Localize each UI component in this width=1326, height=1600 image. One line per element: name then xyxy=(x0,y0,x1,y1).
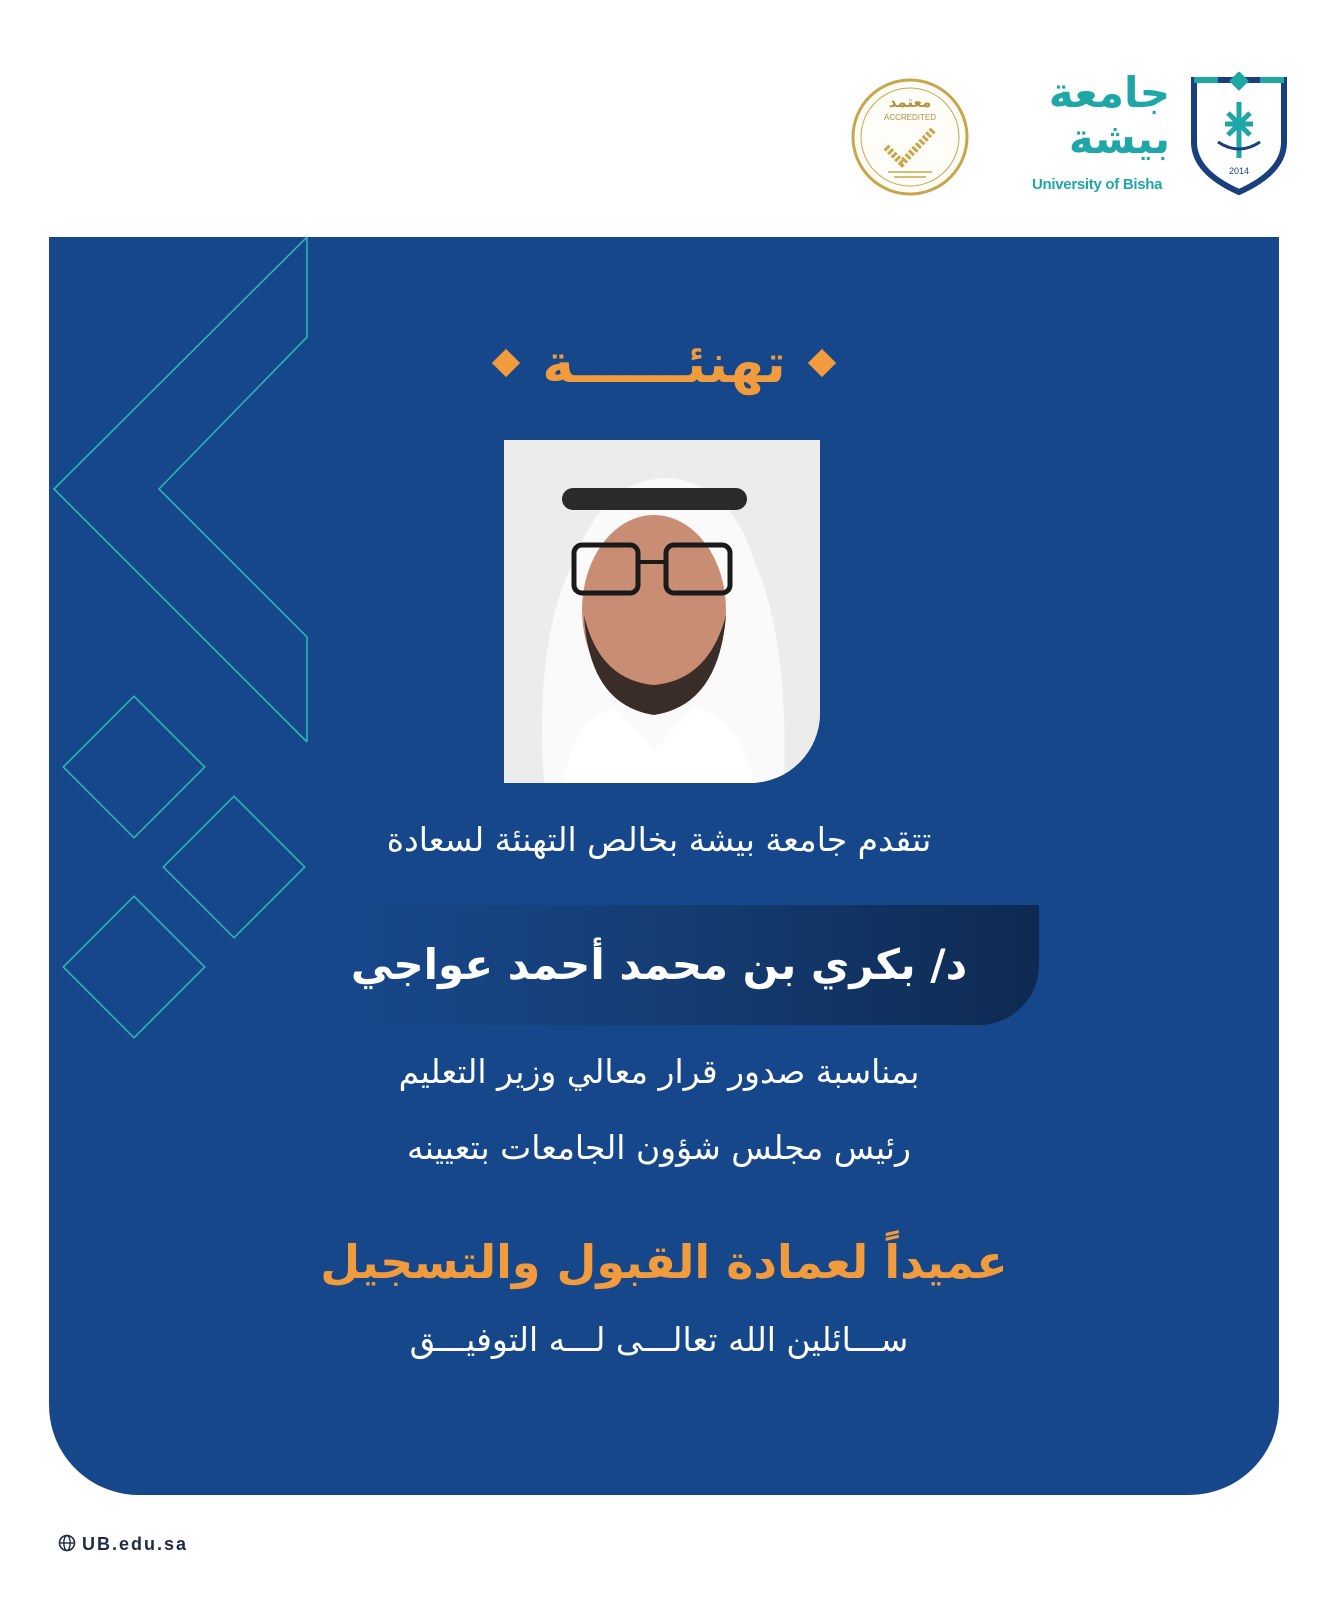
appointment-position: عميداً لعمادة القبول والتسجيل xyxy=(320,1235,1008,1289)
closing-text: ســـائلين الله تعالـــى لـــه التوفيـــق xyxy=(409,1320,909,1359)
diamond-icon xyxy=(492,349,520,377)
website-text: UB.edu.sa xyxy=(82,1534,189,1554)
occasion-line-2: رئيس مجلس شؤون الجامعات بتعيينه xyxy=(407,1128,911,1167)
university-name-ar: جامعة بيشة xyxy=(1048,68,1170,163)
congratulation-card xyxy=(49,237,1279,1495)
globe-icon xyxy=(58,1534,76,1552)
accreditation-ar: معتمد xyxy=(888,93,932,111)
card-title xyxy=(49,329,1279,399)
intro-text: تتقدم جامعة بيشة بخالص التهنئة لسعادة xyxy=(386,820,932,859)
accreditation-en: ACCREDITED xyxy=(883,113,937,122)
diamond-icon xyxy=(808,349,836,377)
honoree-name: د/ بكري بن محمد أحمد عواجي xyxy=(350,940,968,989)
title-text: تهنئــــــة xyxy=(542,332,786,395)
accreditation-seal-icon xyxy=(850,77,970,197)
university-name-en: University of Bisha xyxy=(1032,176,1163,193)
person-photo xyxy=(504,440,820,783)
logo-year: 2014 xyxy=(1228,166,1250,176)
shield-icon xyxy=(1188,72,1290,196)
website-link[interactable] xyxy=(58,1534,188,1555)
occasion-line-1: بمناسبة صدور قرار معالي وزير التعليم xyxy=(398,1052,920,1091)
university-logo xyxy=(1020,70,1290,200)
